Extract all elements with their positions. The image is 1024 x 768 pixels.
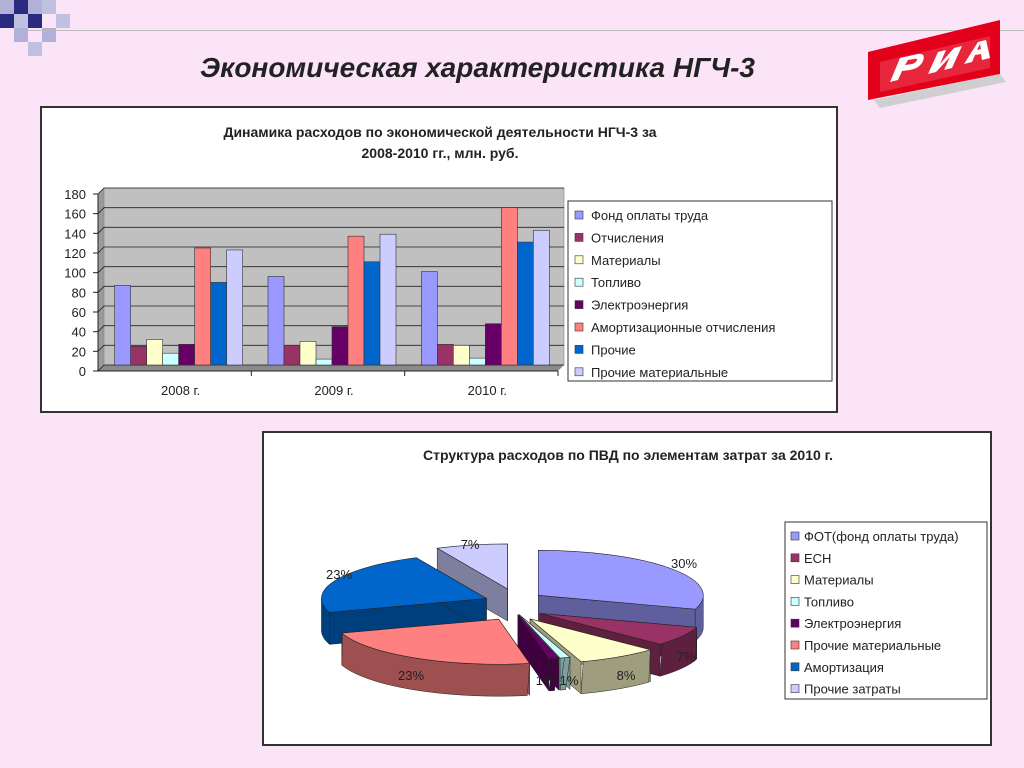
legend-label: Материалы — [591, 252, 661, 268]
bar — [268, 277, 284, 366]
bar-chart — [42, 108, 838, 413]
legend-label: Амортизационные отчисления — [591, 320, 776, 335]
pie-data-label: 1% — [535, 673, 555, 688]
y-tick-label: 100 — [64, 265, 86, 281]
legend-swatch — [791, 685, 799, 693]
plot-floor — [98, 365, 564, 371]
pie-chart-title: Структура расходов по ПВД по элементам затрат за 2010 г. — [423, 447, 833, 463]
x-tick-label: 2009 г. — [314, 383, 354, 398]
legend-label: Электроэнергия — [591, 297, 689, 313]
legend-swatch — [575, 278, 583, 286]
bar — [163, 353, 179, 365]
bar — [517, 242, 533, 365]
pie-data-label: 7% — [460, 537, 480, 552]
bar — [348, 236, 364, 365]
pie-chart — [264, 433, 992, 746]
legend-swatch — [791, 532, 799, 540]
bar — [437, 344, 453, 365]
pie-data-label: 23% — [325, 567, 353, 582]
legend-swatch — [575, 368, 583, 376]
bar — [227, 250, 243, 365]
bar — [469, 358, 485, 365]
y-tick-label: 0 — [78, 364, 86, 379]
bar — [421, 272, 437, 365]
plot-side-wall — [98, 188, 104, 371]
legend-label: Прочие затраты — [804, 681, 901, 697]
pie-chart-panel — [262, 431, 992, 746]
bar — [485, 324, 501, 365]
legend-swatch — [791, 597, 799, 605]
pie-data-label: 23% — [397, 668, 425, 683]
x-tick-label: 2010 г. — [467, 383, 507, 398]
bar-chart-title-line-2: 2008-2010 гг., млн. руб. — [361, 145, 519, 161]
bar-chart-panel — [40, 106, 838, 413]
legend-swatch — [575, 256, 583, 264]
slide-title: Экономическая характеристика НГЧ-3 — [200, 52, 755, 83]
legend-label: Топливо — [591, 275, 642, 291]
legend-label: Отчисления — [591, 230, 664, 246]
bar — [453, 345, 469, 365]
bar — [131, 346, 147, 365]
legend-swatch — [575, 345, 583, 353]
bar — [211, 282, 227, 365]
legend-label: Материалы — [804, 572, 874, 588]
bar — [115, 285, 131, 365]
x-tick-label: 2008 г. — [161, 383, 201, 398]
bar — [332, 327, 348, 365]
legend-label: Прочие материальные — [591, 364, 729, 380]
y-tick-label: 180 — [64, 187, 86, 202]
bar — [316, 359, 332, 365]
bar — [284, 345, 300, 365]
bar — [179, 344, 195, 365]
legend-swatch — [791, 554, 799, 562]
bar-chart-title-line-1: Динамика расходов по экономической деятельности НГЧ-3 за — [223, 124, 657, 140]
legend-swatch — [791, 619, 799, 627]
corner-decoration — [0, 0, 80, 62]
legend-swatch — [575, 211, 583, 219]
pie-data-label: 8% — [616, 668, 636, 683]
bar — [501, 208, 517, 365]
y-tick-label: 20 — [71, 344, 86, 360]
y-tick-label: 160 — [64, 206, 86, 222]
pie-data-label: 30% — [670, 556, 698, 571]
bar — [380, 234, 396, 365]
legend-label: Амортизация — [804, 659, 884, 675]
legend-label: Прочие материальные — [804, 638, 942, 653]
legend-swatch — [575, 323, 583, 331]
legend-swatch — [791, 663, 799, 671]
rzd-logo — [860, 12, 1010, 114]
legend-label: Электроэнергия — [804, 616, 902, 632]
y-tick-label: 120 — [64, 246, 86, 261]
bar — [300, 341, 316, 365]
legend-swatch — [791, 641, 799, 649]
bar — [195, 248, 211, 365]
legend-label: Фонд оплаты труда — [591, 208, 709, 223]
pie-data-label: 7% — [676, 649, 696, 664]
legend-label: Топливо — [804, 594, 855, 610]
legend-swatch — [791, 576, 799, 584]
bar — [364, 262, 380, 365]
legend-label: ЕСН — [804, 550, 832, 566]
pie-data-label: 1% — [559, 673, 579, 688]
y-tick-label: 140 — [64, 226, 86, 242]
bar — [533, 230, 549, 365]
y-tick-label: 80 — [71, 285, 86, 301]
bar — [147, 339, 163, 365]
legend-swatch — [575, 233, 583, 241]
y-tick-label: 60 — [71, 305, 86, 320]
legend-label: ФОТ(фонд оплаты труда) — [804, 529, 959, 544]
y-tick-label: 40 — [71, 324, 86, 340]
legend-swatch — [575, 301, 583, 309]
legend-label: Прочие — [591, 342, 636, 358]
